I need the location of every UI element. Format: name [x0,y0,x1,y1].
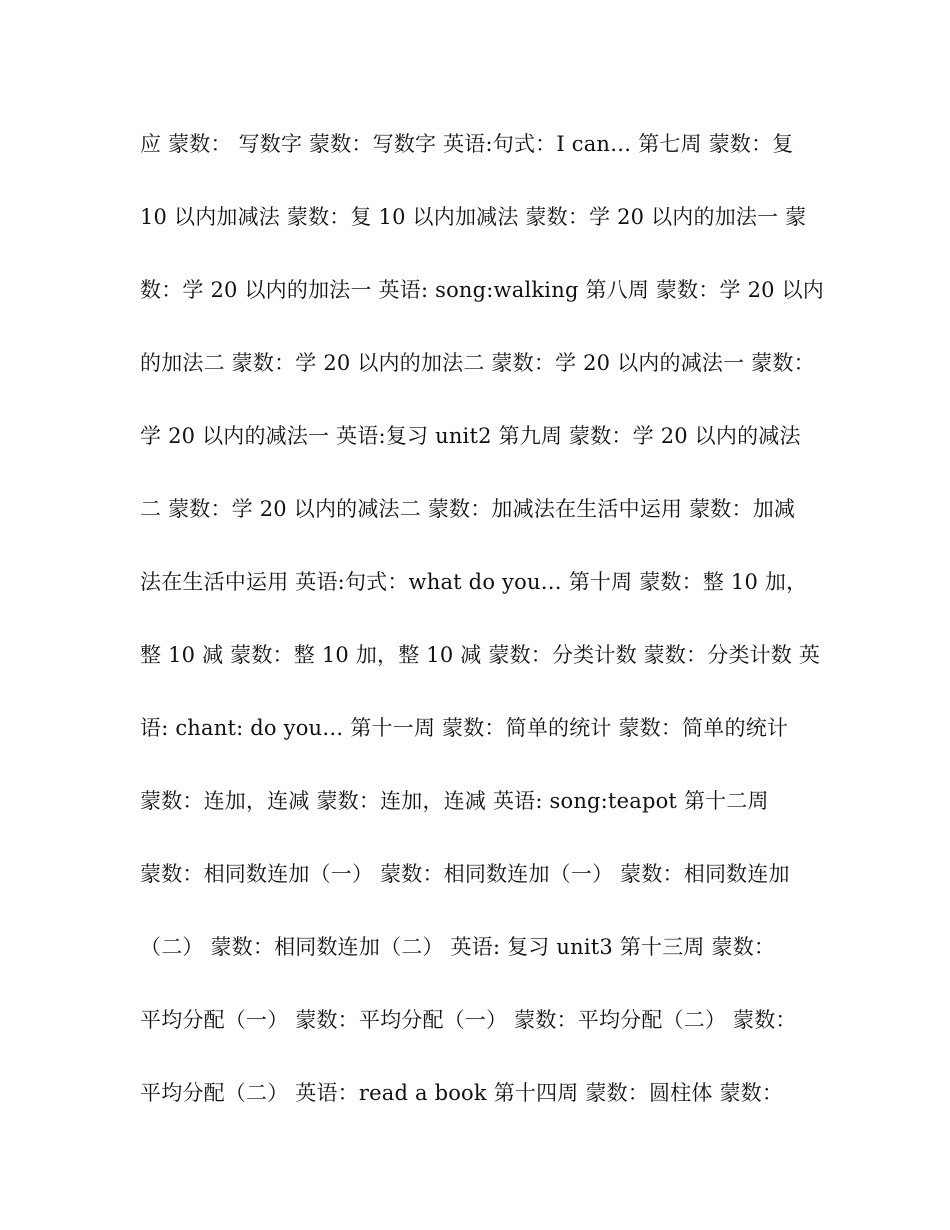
text-line-6: 二 蒙数：学 20 以内的减法二 蒙数：加减法在生活中运用 蒙数：加减 [140,497,796,521]
text-line-14: 平均分配（二） 英语：read a book 第十四周 蒙数：圆柱体 蒙数： [140,1081,784,1105]
text-line-10: 蒙数：连加，连减 蒙数：连加，连减 英语: song:teapot 第十二周 [140,789,769,813]
text-line-1: 应 蒙数： 写数字 蒙数：写数字 英语:句式：I can… 第七周 蒙数：复 [140,132,794,156]
text-line-12: （二） 蒙数：相同数连加（二） 英语: 复习 unit3 第十三周 蒙数： [140,935,776,959]
text-line-2: 10 以内加减法 蒙数：复 10 以内加减法 蒙数：学 20 以内的加法一 蒙 [140,205,807,229]
text-line-5: 学 20 以内的减法一 英语:复习 unit2 第九周 蒙数：学 20 以内的减法 [140,424,801,448]
text-line-7: 法在生活中运用 英语:句式：what do you… 第十周 蒙数：整 10 加， [140,570,808,594]
text-line-4: 的加法二 蒙数：学 20 以内的加法二 蒙数：学 20 以内的减法一 蒙数： [140,351,815,375]
text-line-11: 蒙数：相同数连加（一） 蒙数：相同数连加（一） 蒙数：相同数连加 [140,862,790,886]
text-line-13: 平均分配（一） 蒙数：平均分配（一） 蒙数：平均分配（二） 蒙数： [140,1008,797,1032]
text-line-9: 语: chant: do you… 第十一周 蒙数：简单的统计 蒙数：简单的统计 [140,716,789,740]
text-line-8: 整 10 减 蒙数：整 10 加，整 10 减 蒙数：分类计数 蒙数：分类计数 英 [140,643,821,667]
body-text [140,124,825,1146]
text-line-3: 数：学 20 以内的加法一 英语: song:walking 第八周 蒙数：学 20 以内 [140,278,825,302]
